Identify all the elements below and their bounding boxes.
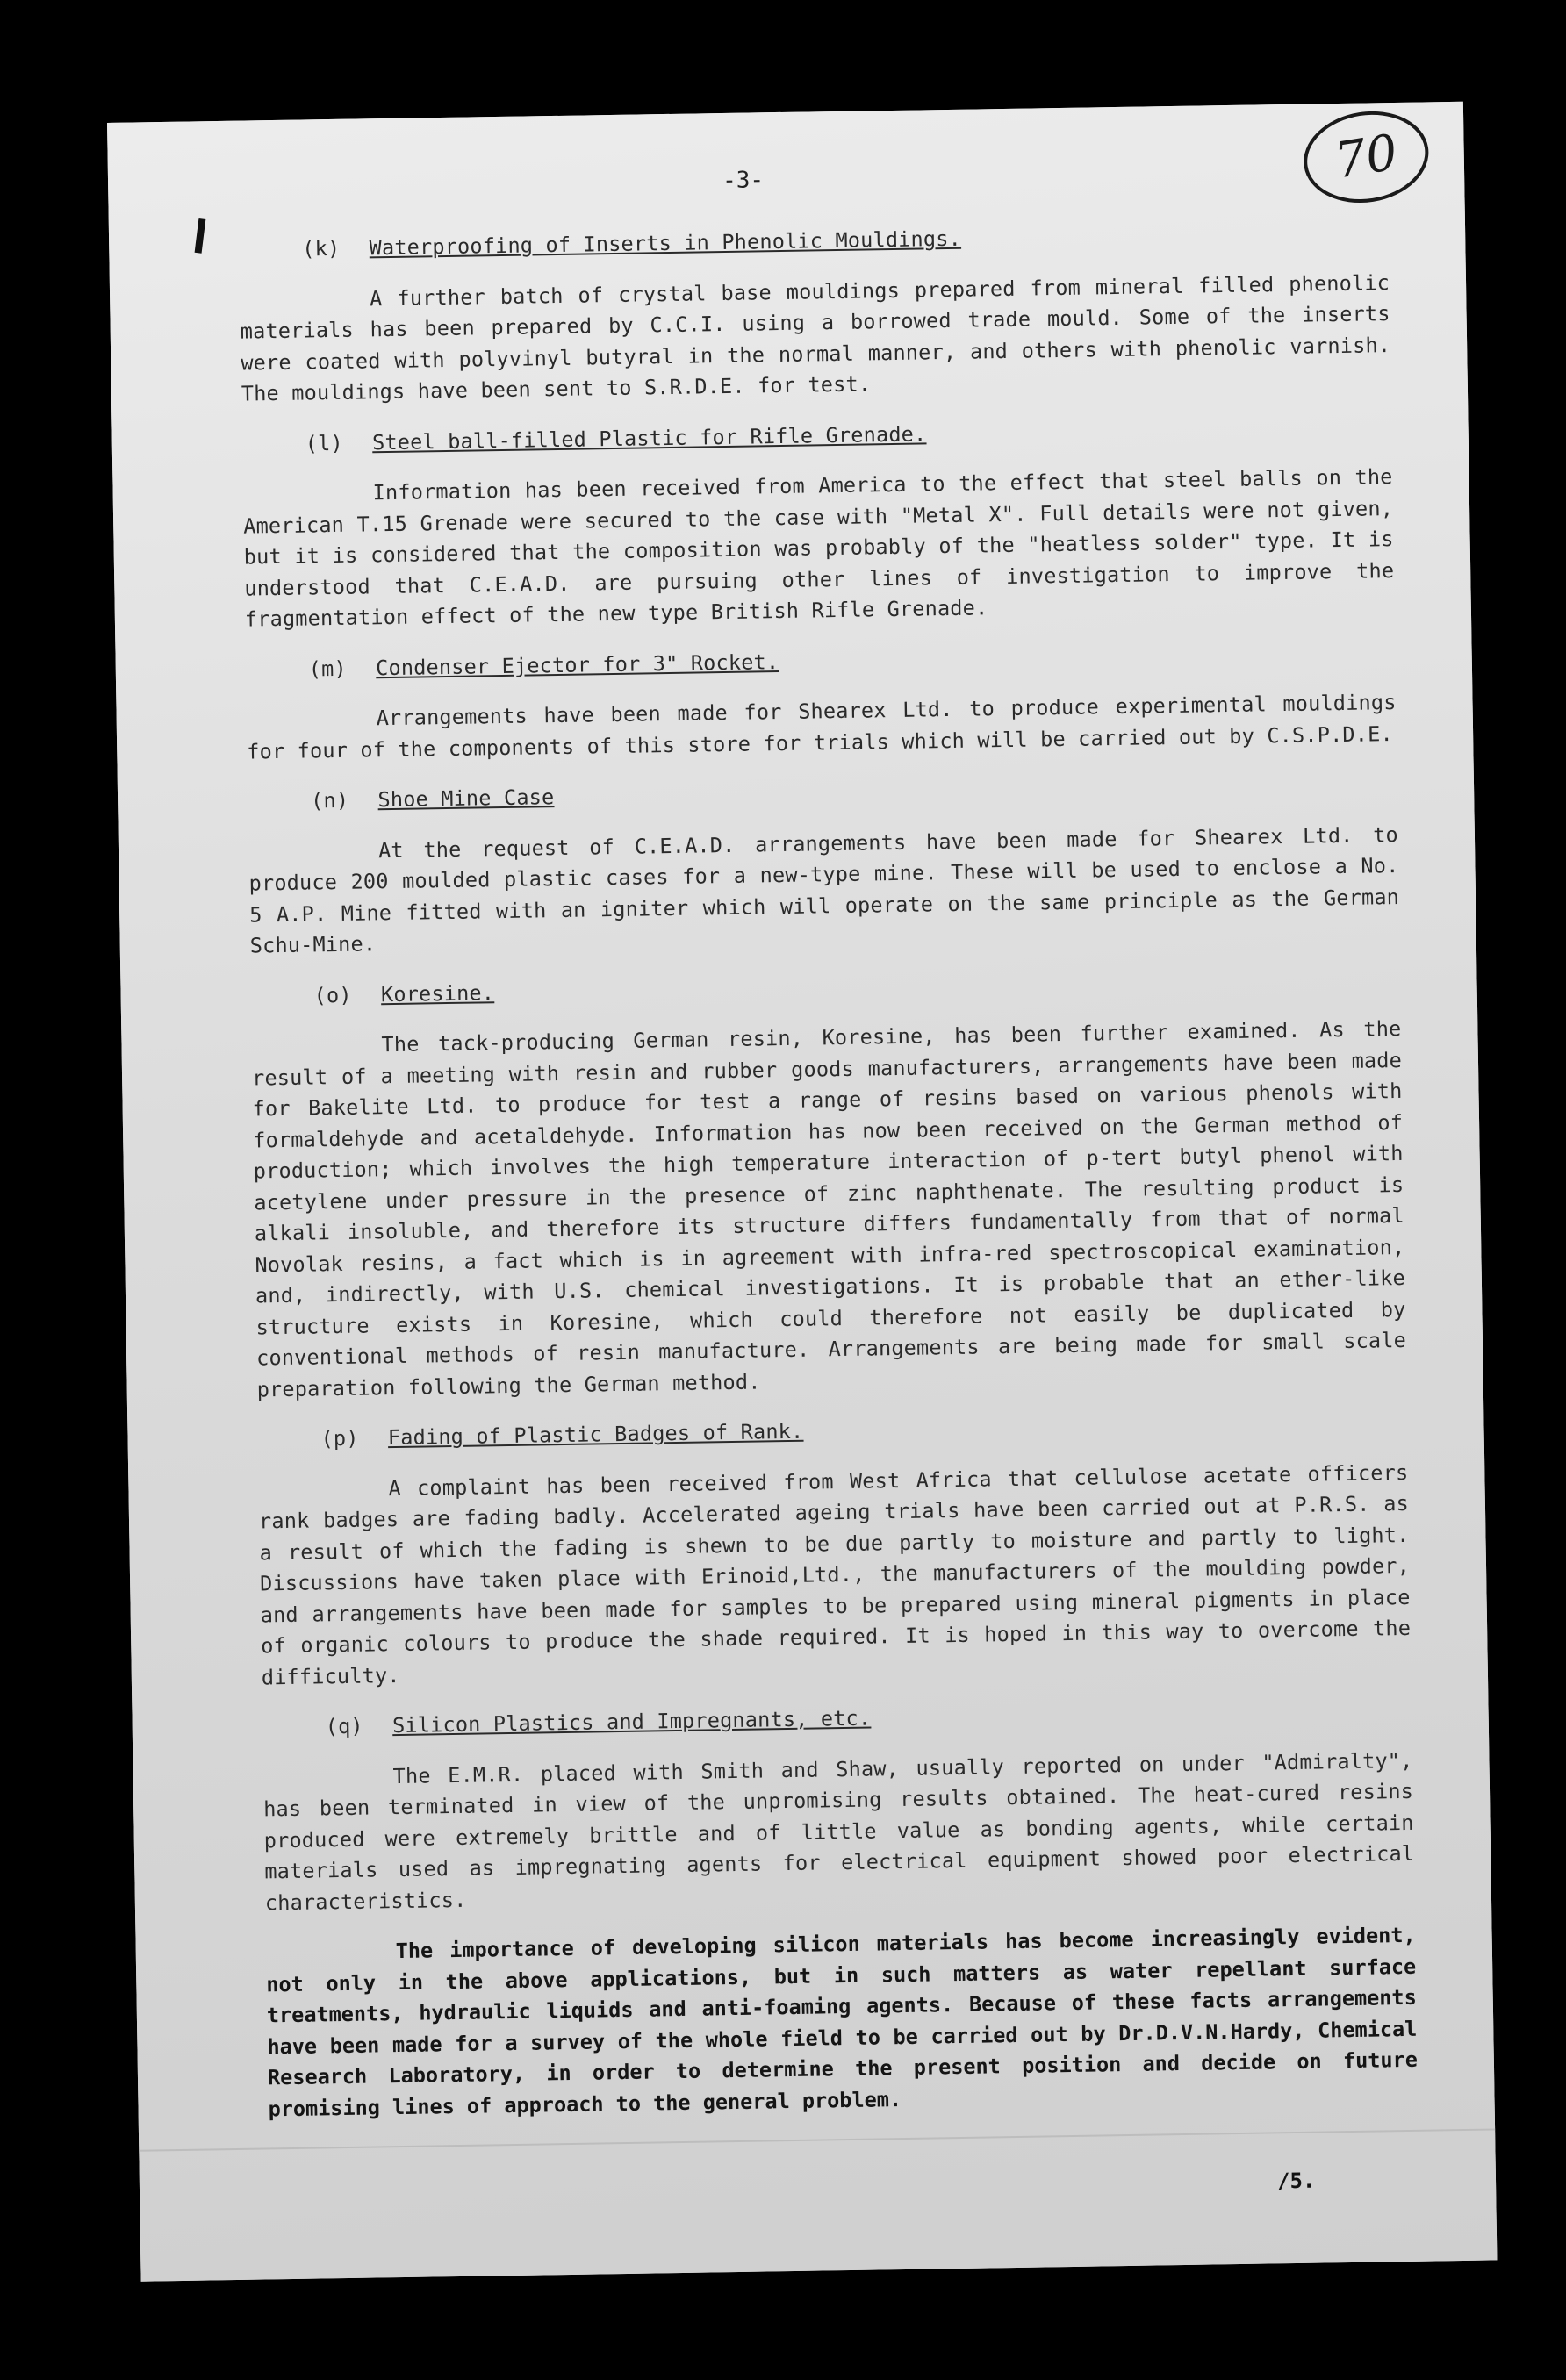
section-heading [320,1407,1407,1455]
section-paragraph: A complaint has been received from West Africa that cellulose acetate officers rank badges are fading badly. Accelerated ageing trials have been carried out at P.R.S. as a result of which the fading is shewn to be due partly to moisture and partly to light. Discussions have taken place with Erinoid,Ltd., the manufacturers of the moulding powder, and arrangements have been made for samples to be prepared using mineral pigments in place of organic colours to produce the shade required. It is hoped in this way to overcome the difficulty. [258,1459,1412,1689]
section-heading [309,637,1396,685]
section-n [248,769,1400,962]
section-letter: (m) [308,656,348,681]
document-page [107,102,1497,2282]
section-letter: (o) [313,982,352,1007]
section-paragraph: A further batch of crystal base mouldings prepared from mineral filled phenolic materials has been prepared by C.C.I. using a borrowed trade mould. Some of the inserts were coated with polyvinyl butyral in the normal manner, and others with phenolic varnish. The mouldings have been sent to S.R.D.E. for test. [240,269,1391,406]
document-body [239,217,1419,2144]
section-heading [311,769,1397,817]
section-m [246,637,1397,768]
section-q [262,1695,1418,2126]
section-letter: (l) [305,430,344,455]
section-title: Koresine. [380,979,495,1007]
section-letter: (q) [325,1713,363,1739]
section-title: Condenser Ejector for 3" Rocket. [375,649,779,680]
section-p [257,1407,1412,1694]
section-k [239,217,1391,410]
section-paragraph: Information has been received from America to the effect that steel balls on the American T.15 Grenade were secured to the case with "Metal X". Full details were not given, but it is considered that the composition was probably of the "heatless solder" type. It is understood that C.E.A.D. are pursuing other lines of investigation to improve the fragmentation effect of the new type British Rifle Grenade. [243,464,1395,632]
section-title: Waterproofing of Inserts in Phenolic Mouldings. [369,226,962,261]
section-heading [305,412,1391,460]
section-letter: (n) [310,787,349,814]
margin-mark [195,218,206,254]
section-title: Silicon Plastics and Impregnants, etc. [392,1705,872,1738]
section-heading [302,217,1389,265]
continuation-marker: /5. [1276,2168,1316,2194]
section-paragraph: The tack-producing German resin, Koresine, has been further examined. As the result of a meeting with resin and rubber goods manufacturers, arrangements have been made for Bakelite Ltd. to produce for test a range of resins based on various phenols with formaldehyde and acetaldehyde. Information has now been received on the German method of production; which involves the high temperature interaction of p-tert butyl phenol with acetylene under pressure in the presence of zinc naphthenate. The resulting product is alkali insoluble, and therefore its structure differs fundamentally from that of normal Novolak resins, a fact which is in agreement with infra-red spectroscopical examination, and, indirectly, with U.S. chemical investigations. It is probable that an ether-like structure exists in Koresine, which could therefore not easily be duplicated by conventional methods of resin manufacture. Arrangements are being made for small scale preparation following the German method. [251,1015,1407,1401]
section-heading [325,1695,1412,1743]
page-stamp: 70 [1297,103,1435,211]
section-title: Steel ball-filled Plastic for Rifle Grenade. [371,420,927,455]
section-letter: (k) [302,235,341,262]
section-l [242,412,1396,636]
section-paragraph: At the request of C.E.A.D. arrangements have been made for Shearex Ltd. to produce 200 moulded plastic cases for a new-type mine. These will be used to enclose a No. 5 A.P. Mine fitted with an igniter which will operate on the same principle as the German Schu-Mine. [248,821,1400,958]
page-number: -3- [722,167,765,194]
section-title: Fading of Plastic Badges of Rank. [387,1418,804,1451]
section-paragraph: The importance of developing silicon materials has become increasingly evident, not only in the above applications, but in such matters as water repellant surface treatments, hydraulic liquids and anti-foaming agents. Because of these facts arrangements have been made for a survey of the whole field to be carried out by Dr.D.V.N.Hardy, Chemical Research Laboratory, in order to determine the present position and decide on future promising lines of approach to the general problem. [266,1922,1419,2121]
section-paragraph: Arrangements have been made for Shearex Ltd. to produce experimental mouldings for four of the components of this store for trials which will be carried out by C.S.P.D.E. [247,690,1397,764]
section-paragraph: The E.M.R. placed with Smith and Shaw, usually reported on under "Admiralty", has been terminated in view of the unpromising results obtained. The heat-cured resins produced were extremely brittle and of little value as bonding agents, while certain materials used as impregnating agents for electrical equipment showed poor electrical characteristics. [262,1747,1415,1915]
section-letter: (p) [320,1425,359,1452]
section-title: Shoe Mine Case [377,785,555,813]
section-heading [313,963,1400,1011]
section-o [250,963,1406,1405]
